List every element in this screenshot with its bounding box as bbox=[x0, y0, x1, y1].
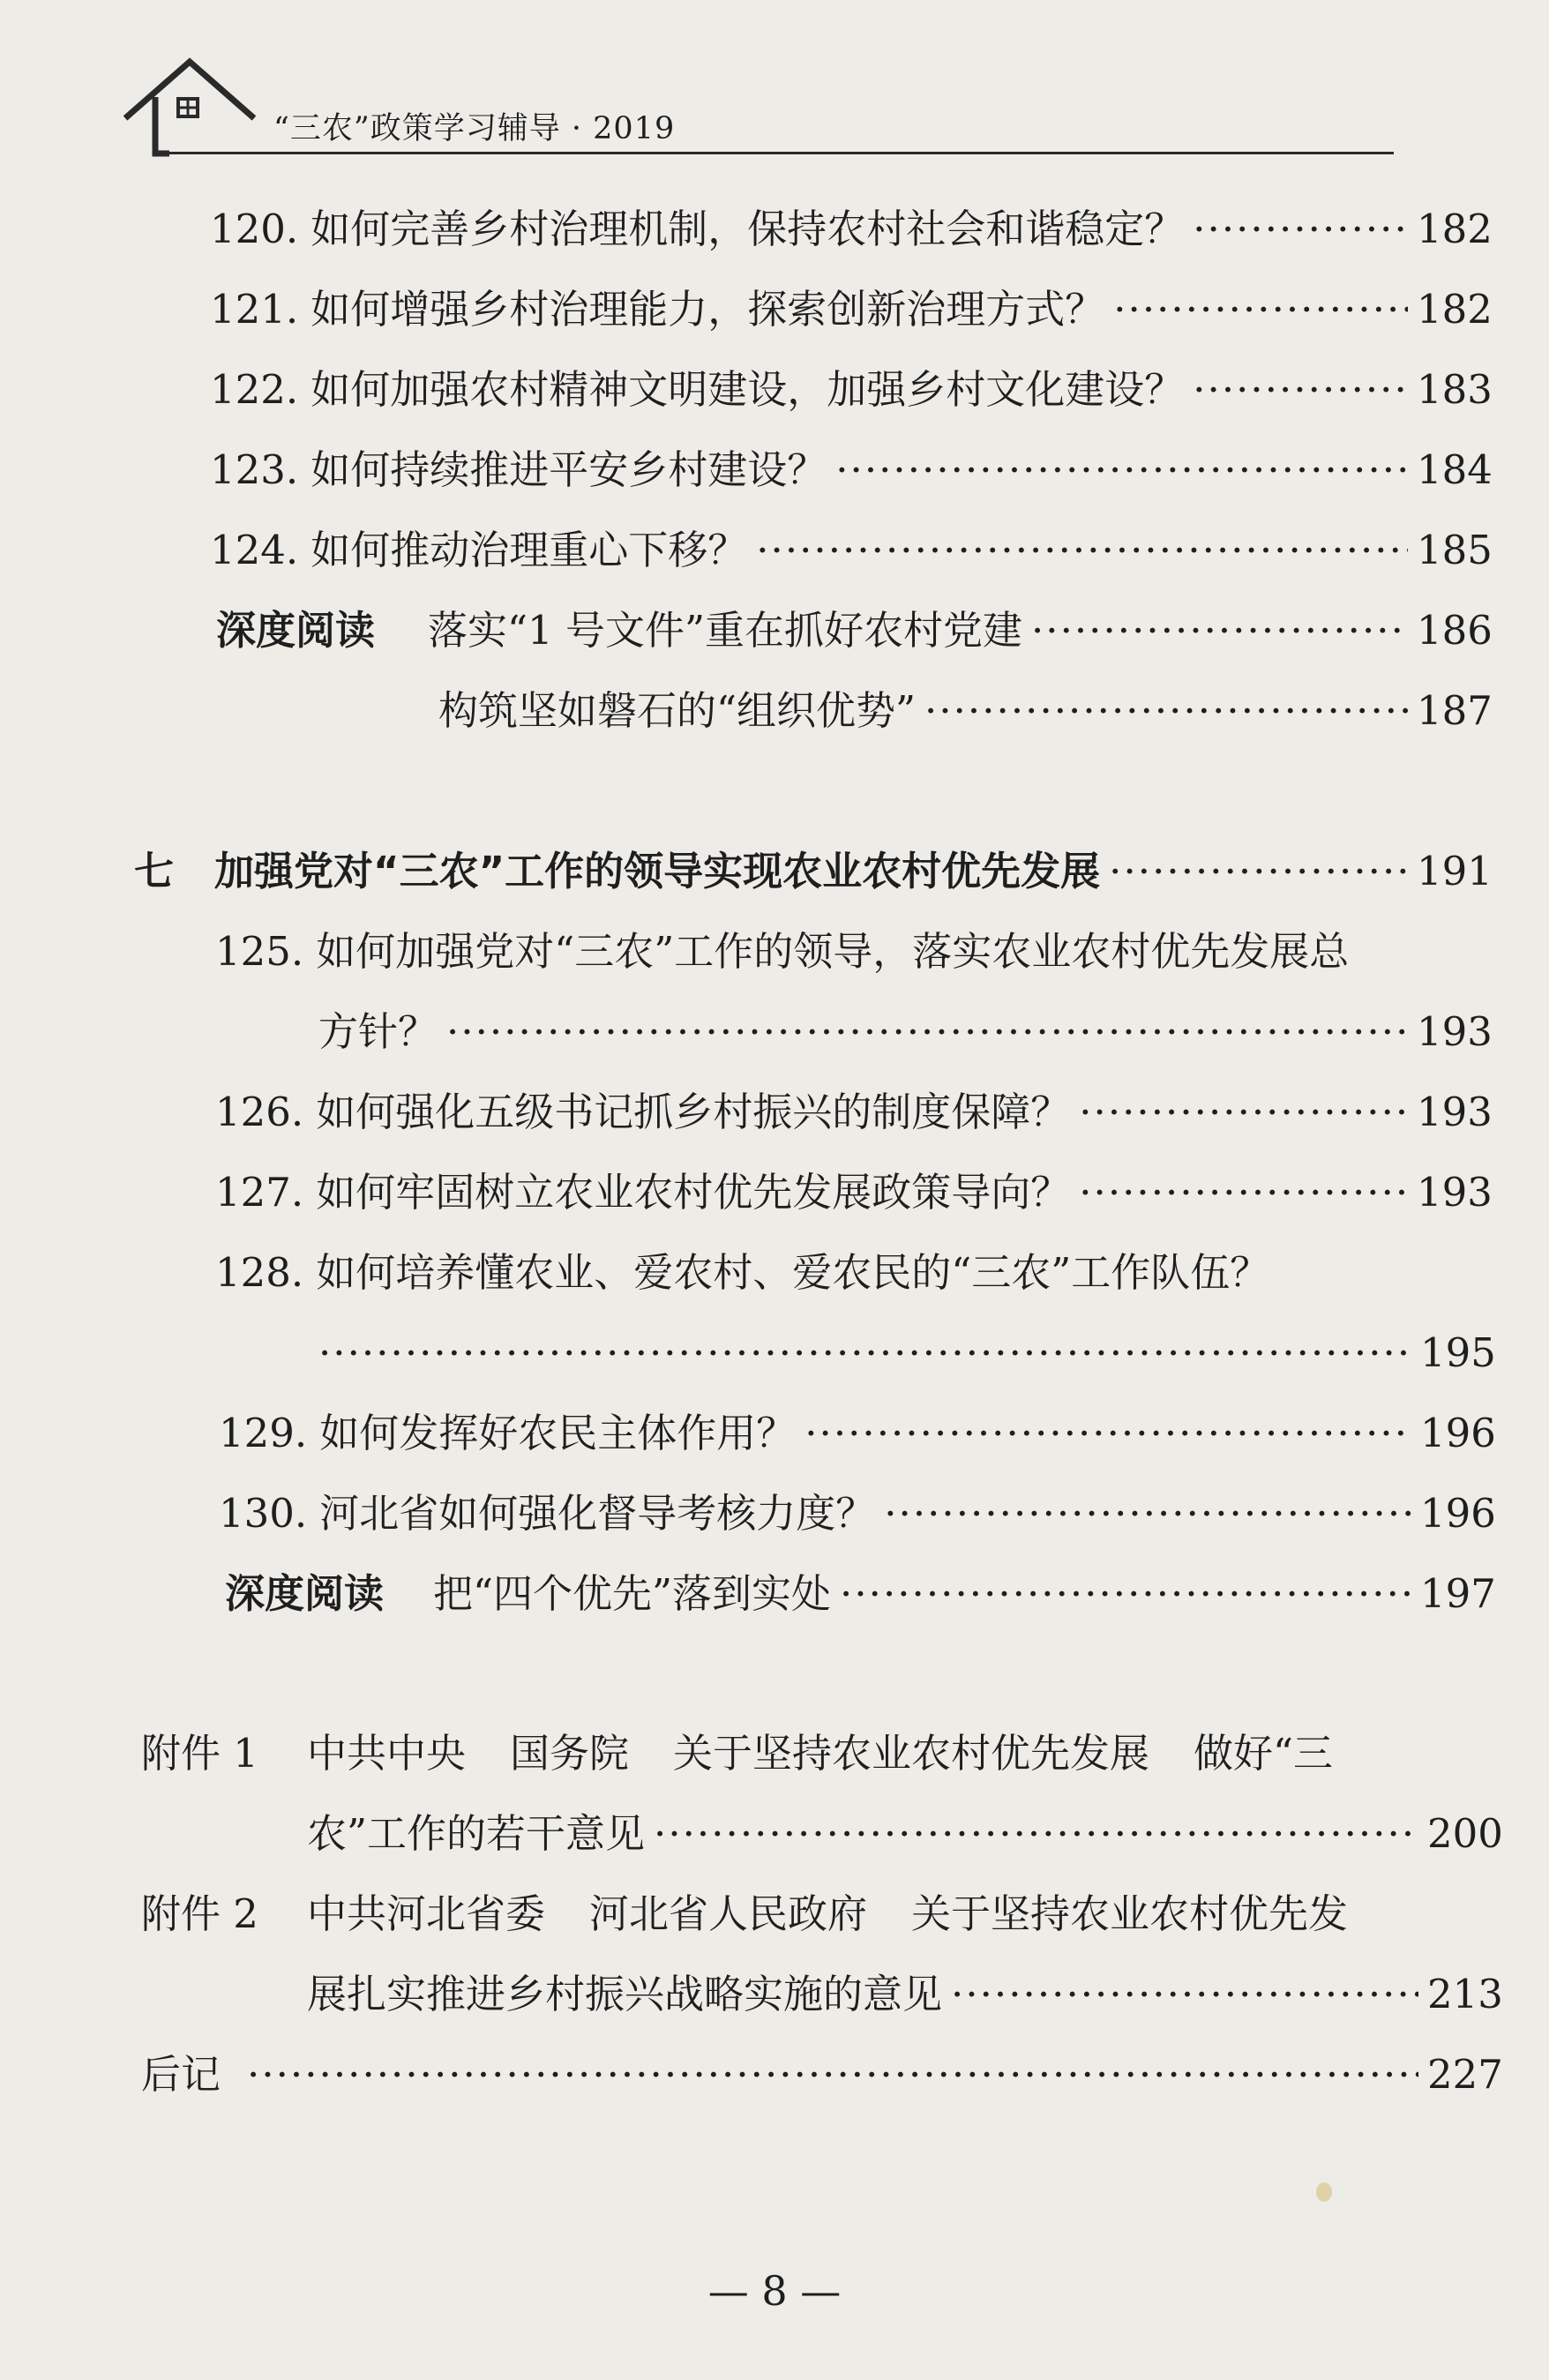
toc-entry-125[interactable] bbox=[215, 925, 1485, 978]
toc-annex-1-cont[interactable] bbox=[307, 1807, 1503, 1860]
annex-title-part: 关于坚持农业农村优先发展 bbox=[673, 1730, 1150, 1777]
entry-page: 227 bbox=[1427, 2051, 1503, 2098]
entry-title: 如何推动治理重心下移？ bbox=[311, 527, 748, 573]
toc-entry-125-cont[interactable] bbox=[318, 1006, 1493, 1059]
paper-smudge bbox=[1316, 2182, 1332, 2202]
toc-afterword[interactable] bbox=[141, 2048, 1503, 2101]
entry-title: 构筑坚如磐石的“组织优势” bbox=[438, 687, 917, 734]
entry-title: 如何增强乡村治理能力，探索创新治理方式？ bbox=[311, 286, 1105, 333]
entry-page: 193 bbox=[1417, 1089, 1493, 1135]
entry-page: 195 bbox=[1420, 1329, 1496, 1376]
dot-leader bbox=[840, 1568, 1411, 1620]
entry-page: 196 bbox=[1420, 1490, 1496, 1537]
dot-leader bbox=[247, 2048, 1418, 2101]
toc-entry-122[interactable] bbox=[210, 363, 1493, 416]
entry-number: 130. bbox=[219, 1490, 308, 1537]
entry-page: 182 bbox=[1417, 286, 1493, 333]
dot-leader bbox=[884, 1487, 1411, 1540]
entry-title: 如何加强党对“三农”工作的领导，落实农业农村优先发展总 bbox=[316, 928, 1350, 975]
entry-title: 方针？ bbox=[318, 1008, 438, 1055]
dot-leader bbox=[654, 1807, 1418, 1860]
entry-number: 122. bbox=[210, 366, 299, 413]
toc-entry-127[interactable] bbox=[215, 1166, 1493, 1219]
annex-title-part: 国务院 bbox=[510, 1730, 630, 1777]
annex-label: 附件 1 bbox=[141, 1730, 258, 1777]
dot-leader bbox=[1031, 604, 1408, 657]
toc-annex-1[interactable] bbox=[141, 1727, 1491, 1780]
entry-title: 如何培养懂农业、爱农村、爱农民的“三农”工作队伍？ bbox=[316, 1249, 1270, 1296]
entry-number: 124. bbox=[210, 527, 299, 573]
dot-leader bbox=[318, 1327, 1411, 1380]
chapter-title: 加强党对“三农”工作的领导实现农业农村优先发展 bbox=[214, 848, 1101, 894]
deep-reading-label: 深度阅读 bbox=[225, 1570, 385, 1617]
dot-leader bbox=[924, 685, 1408, 737]
header-title: “三农”政策学习辅导 · 2019 bbox=[273, 111, 676, 146]
dot-leader bbox=[804, 1407, 1411, 1460]
toc-entry-130[interactable] bbox=[219, 1487, 1496, 1540]
annex-label: 附件 2 bbox=[141, 1890, 258, 1937]
toc-annex-2-cont[interactable] bbox=[307, 1968, 1503, 2021]
entry-title: 如何加强农村精神文明建设，加强乡村文化建设？ bbox=[311, 366, 1185, 413]
annex-title-part: 河北省人民政府 bbox=[589, 1890, 868, 1937]
deep-reading-label: 深度阅读 bbox=[216, 607, 376, 654]
entry-page: 185 bbox=[1417, 527, 1493, 573]
entry-title: 农”工作的若干意见 bbox=[307, 1810, 646, 1857]
entry-page: 213 bbox=[1427, 1971, 1503, 2017]
entry-title: 展扎实推进乡村振兴战略实施的意见 bbox=[307, 1971, 943, 2017]
page-number: — 8 — bbox=[707, 2267, 842, 2315]
entry-title: 如何发挥好农民主体作用？ bbox=[319, 1410, 797, 1456]
entry-number: 121. bbox=[210, 286, 299, 333]
dot-leader bbox=[1109, 845, 1408, 898]
entry-page: 187 bbox=[1417, 687, 1493, 734]
entry-title: 把“四个优先”落到实处 bbox=[433, 1570, 832, 1617]
entry-title: 如何牢固树立农业农村优先发展政策导向？ bbox=[316, 1169, 1071, 1216]
dot-leader bbox=[1079, 1166, 1408, 1219]
entry-page: 196 bbox=[1420, 1410, 1496, 1456]
toc-chapter-7[interactable] bbox=[134, 845, 1493, 898]
toc-annex-2[interactable] bbox=[141, 1888, 1491, 1941]
annex-title-part: 关于坚持农业农村优先发 bbox=[911, 1890, 1349, 1937]
entry-page: 186 bbox=[1417, 607, 1493, 654]
entry-page: 193 bbox=[1417, 1008, 1493, 1055]
toc-entry-129[interactable] bbox=[219, 1407, 1496, 1460]
dot-leader bbox=[1113, 283, 1408, 336]
entry-number: 127. bbox=[215, 1169, 304, 1216]
dot-leader bbox=[835, 444, 1408, 497]
entry-page: 193 bbox=[1417, 1169, 1493, 1216]
running-header bbox=[123, 55, 1270, 161]
toc-deep-reading-1[interactable] bbox=[216, 604, 1493, 657]
chapter-number: 七 bbox=[134, 848, 175, 894]
annex-title-part: 中共中央 bbox=[307, 1730, 467, 1777]
entry-title: 如何完善乡村治理机制，保持农村社会和谐稳定？ bbox=[311, 206, 1185, 252]
entry-page: 200 bbox=[1427, 1810, 1503, 1857]
dot-leader bbox=[756, 524, 1408, 577]
entry-page: 184 bbox=[1417, 446, 1493, 493]
entry-page: 197 bbox=[1420, 1570, 1496, 1617]
dot-leader bbox=[1079, 1086, 1408, 1139]
entry-page: 191 bbox=[1417, 848, 1493, 894]
dot-leader bbox=[1193, 363, 1408, 416]
annex-title-part: 中共河北省委 bbox=[307, 1890, 546, 1937]
toc-entry-128[interactable] bbox=[215, 1246, 1485, 1299]
entry-number: 126. bbox=[215, 1089, 304, 1135]
entry-title: 如何强化五级书记抓乡村振兴的制度保障？ bbox=[316, 1089, 1071, 1135]
toc-deep-reading-2[interactable] bbox=[225, 1568, 1496, 1620]
entry-page: 182 bbox=[1417, 206, 1493, 252]
toc-entry-123[interactable] bbox=[210, 444, 1493, 497]
entry-title: 如何持续推进平安乡村建设？ bbox=[311, 446, 827, 493]
toc-deep-reading-1b[interactable] bbox=[438, 685, 1493, 737]
entry-number: 129. bbox=[219, 1410, 308, 1456]
afterword-label: 后记 bbox=[141, 2051, 221, 2098]
header-rule bbox=[159, 152, 1394, 154]
entry-number: 123. bbox=[210, 446, 299, 493]
annex-title-part: 做好“三 bbox=[1194, 1730, 1334, 1777]
toc-entry-124[interactable] bbox=[210, 524, 1493, 577]
dot-leader bbox=[1193, 203, 1408, 256]
house-icon bbox=[123, 55, 256, 161]
toc-entry-126[interactable] bbox=[215, 1086, 1493, 1139]
toc-entry-121[interactable] bbox=[210, 283, 1493, 336]
entry-number: 128. bbox=[215, 1249, 304, 1296]
entry-page: 183 bbox=[1417, 366, 1493, 413]
entry-title: 河北省如何强化督导考核力度？ bbox=[319, 1490, 876, 1537]
dot-leader bbox=[446, 1006, 1408, 1059]
entry-number: 120. bbox=[210, 206, 299, 252]
dot-leader bbox=[951, 1968, 1418, 2021]
toc-entry-120[interactable] bbox=[210, 203, 1493, 256]
entry-number: 125. bbox=[215, 928, 304, 975]
toc-entry-128-cont[interactable] bbox=[318, 1327, 1496, 1380]
entry-title: 落实“1 号文件”重在抓好农村党建 bbox=[428, 607, 1022, 654]
